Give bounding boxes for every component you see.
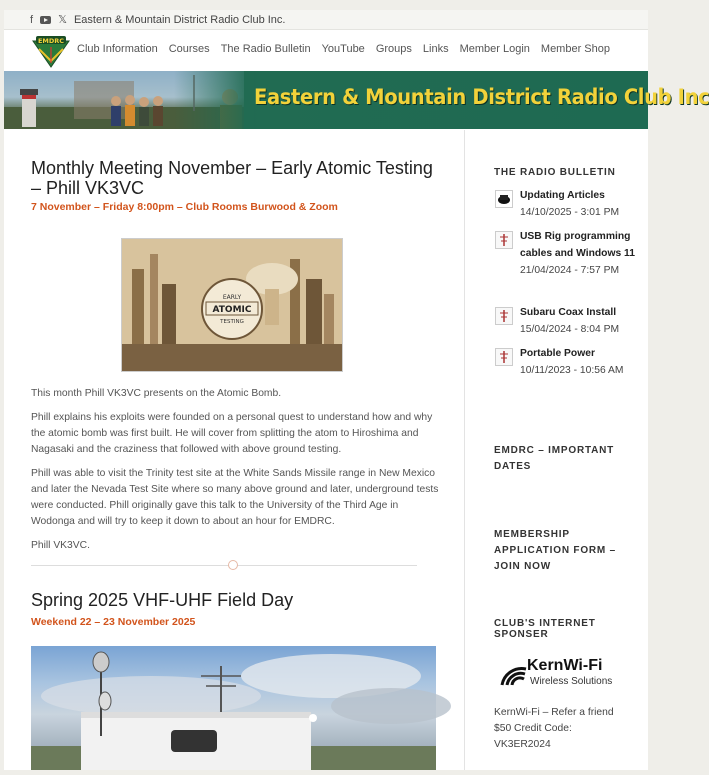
divider-ornament-icon: [228, 560, 238, 570]
bulletin-item-title[interactable]: Updating Articles: [520, 190, 605, 201]
bulletin-item-date: 10/11/2023 - 10:56 AM: [520, 365, 624, 376]
x-twitter-icon[interactable]: 𝕏: [58, 14, 67, 26]
bulletin-thumbnail-icon[interactable]: [495, 348, 513, 366]
bulletin-thumbnail-icon[interactable]: [495, 190, 513, 208]
post-divider: [31, 565, 417, 566]
nav-club-information[interactable]: Club Information: [77, 43, 158, 55]
post-paragraph: Phill explains his exploits were founded on a personal quest to understand how and why the atomic bomb was first built. He will cover from splitting the atom to Hiroshima and Nagasaki and the craziness that followed with above ground testing.: [31, 412, 433, 455]
page-frame: [4, 10, 709, 770]
bulletin-heading: THE RADIO BULLETIN: [494, 167, 616, 178]
banner-title: Eastern & Mountain District Radio Club Inc: [254, 85, 709, 109]
image-label-early: EARLY: [222, 294, 242, 301]
post-paragraph: Phill was able to visit the Trinity test site at the White Sands Missile range in New Mexico and later the Nevada Test Site where so many above ground and later, underground tests were conducted. Phill originally gave this talk to the University of the Third Age in Wodonga and will try to keep it down to about an hour for EMDRC.: [31, 468, 439, 527]
bulletin-item[interactable]: [520, 304, 640, 338]
bulletin-item[interactable]: [520, 345, 640, 379]
youtube-icon[interactable]: [40, 16, 51, 24]
bulletin-item-title[interactable]: USB Rig programming cables and Windows 11: [520, 231, 635, 259]
sponsor-heading: CLUB'S INTERNET SPONSER: [494, 618, 596, 640]
post-meta: Weekend 22 – 23 November 2025: [31, 616, 196, 628]
club-logo[interactable]: [30, 33, 72, 69]
top-bar: [4, 10, 648, 30]
bulletin-thumbnail-icon[interactable]: [495, 307, 513, 325]
bulletin-item-date: 15/04/2024 - 8:04 PM: [520, 324, 620, 335]
sponsor-name: KernWi-Fi: [527, 657, 603, 674]
nav-member-shop[interactable]: Member Shop: [540, 43, 610, 55]
post-paragraph: Phill VK3VC.: [31, 540, 90, 551]
image-label-testing: TESTING: [220, 319, 244, 325]
post-body: [31, 386, 441, 562]
post-paragraph: This month Phill VK3VC presents on the Atomic Bomb.: [31, 388, 282, 399]
main-navigation: [4, 30, 648, 72]
important-dates-heading[interactable]: EMDRC – IMPORTANT DATES: [494, 445, 615, 472]
image-label-atomic: ATOMIC: [212, 305, 252, 315]
bulletin-item-date: 14/10/2025 - 3:01 PM: [520, 207, 620, 218]
site-name: Eastern & Mountain District Radio Club Inc.: [73, 13, 286, 26]
nav-links: [77, 43, 621, 55]
header-banner: [4, 71, 709, 129]
nav-radio-bulletin[interactable]: The Radio Bulletin: [220, 43, 311, 55]
bulletin-item[interactable]: [520, 228, 640, 279]
facebook-icon[interactable]: f: [30, 13, 34, 26]
bulletin-item-title[interactable]: Portable Power: [520, 348, 595, 359]
bulletin-item[interactable]: [520, 187, 640, 221]
sponsor-text: KernWi-Fi – Refer a friend $50 Credit Code: VK3ER2024: [494, 707, 614, 750]
logo-text: EMDRC: [37, 37, 65, 45]
nav-youtube[interactable]: YouTube: [321, 43, 365, 55]
banner-fade: [174, 71, 254, 129]
sidebar: [464, 130, 648, 770]
bulletin-item-title[interactable]: Subaru Coax Install: [520, 307, 617, 318]
sponsor-tagline: Wireless Solutions: [530, 676, 613, 687]
sponsor-logo[interactable]: [499, 657, 629, 691]
membership-heading[interactable]: MEMBERSHIP APPLICATION FORM – JOIN NOW: [494, 529, 616, 572]
post-title[interactable]: Monthly Meeting November – Early Atomic Testing – Phill VK3VC: [31, 158, 433, 198]
field-day-photo[interactable]: [31, 646, 436, 770]
nav-links-item[interactable]: Links: [422, 43, 449, 55]
nav-groups[interactable]: Groups: [375, 43, 412, 55]
nav-courses[interactable]: Courses: [168, 43, 210, 55]
bulletin-thumbnail-icon[interactable]: [495, 231, 513, 249]
post-meta: 7 November – Friday 8:00pm – Club Rooms Burwood & Zoom: [31, 201, 338, 213]
post-image[interactable]: [121, 238, 343, 372]
nav-member-login[interactable]: Member Login: [459, 43, 530, 55]
post-title[interactable]: Spring 2025 VHF-UHF Field Day: [31, 590, 294, 610]
bulletin-item-date: 21/04/2024 - 7:57 PM: [520, 265, 620, 276]
